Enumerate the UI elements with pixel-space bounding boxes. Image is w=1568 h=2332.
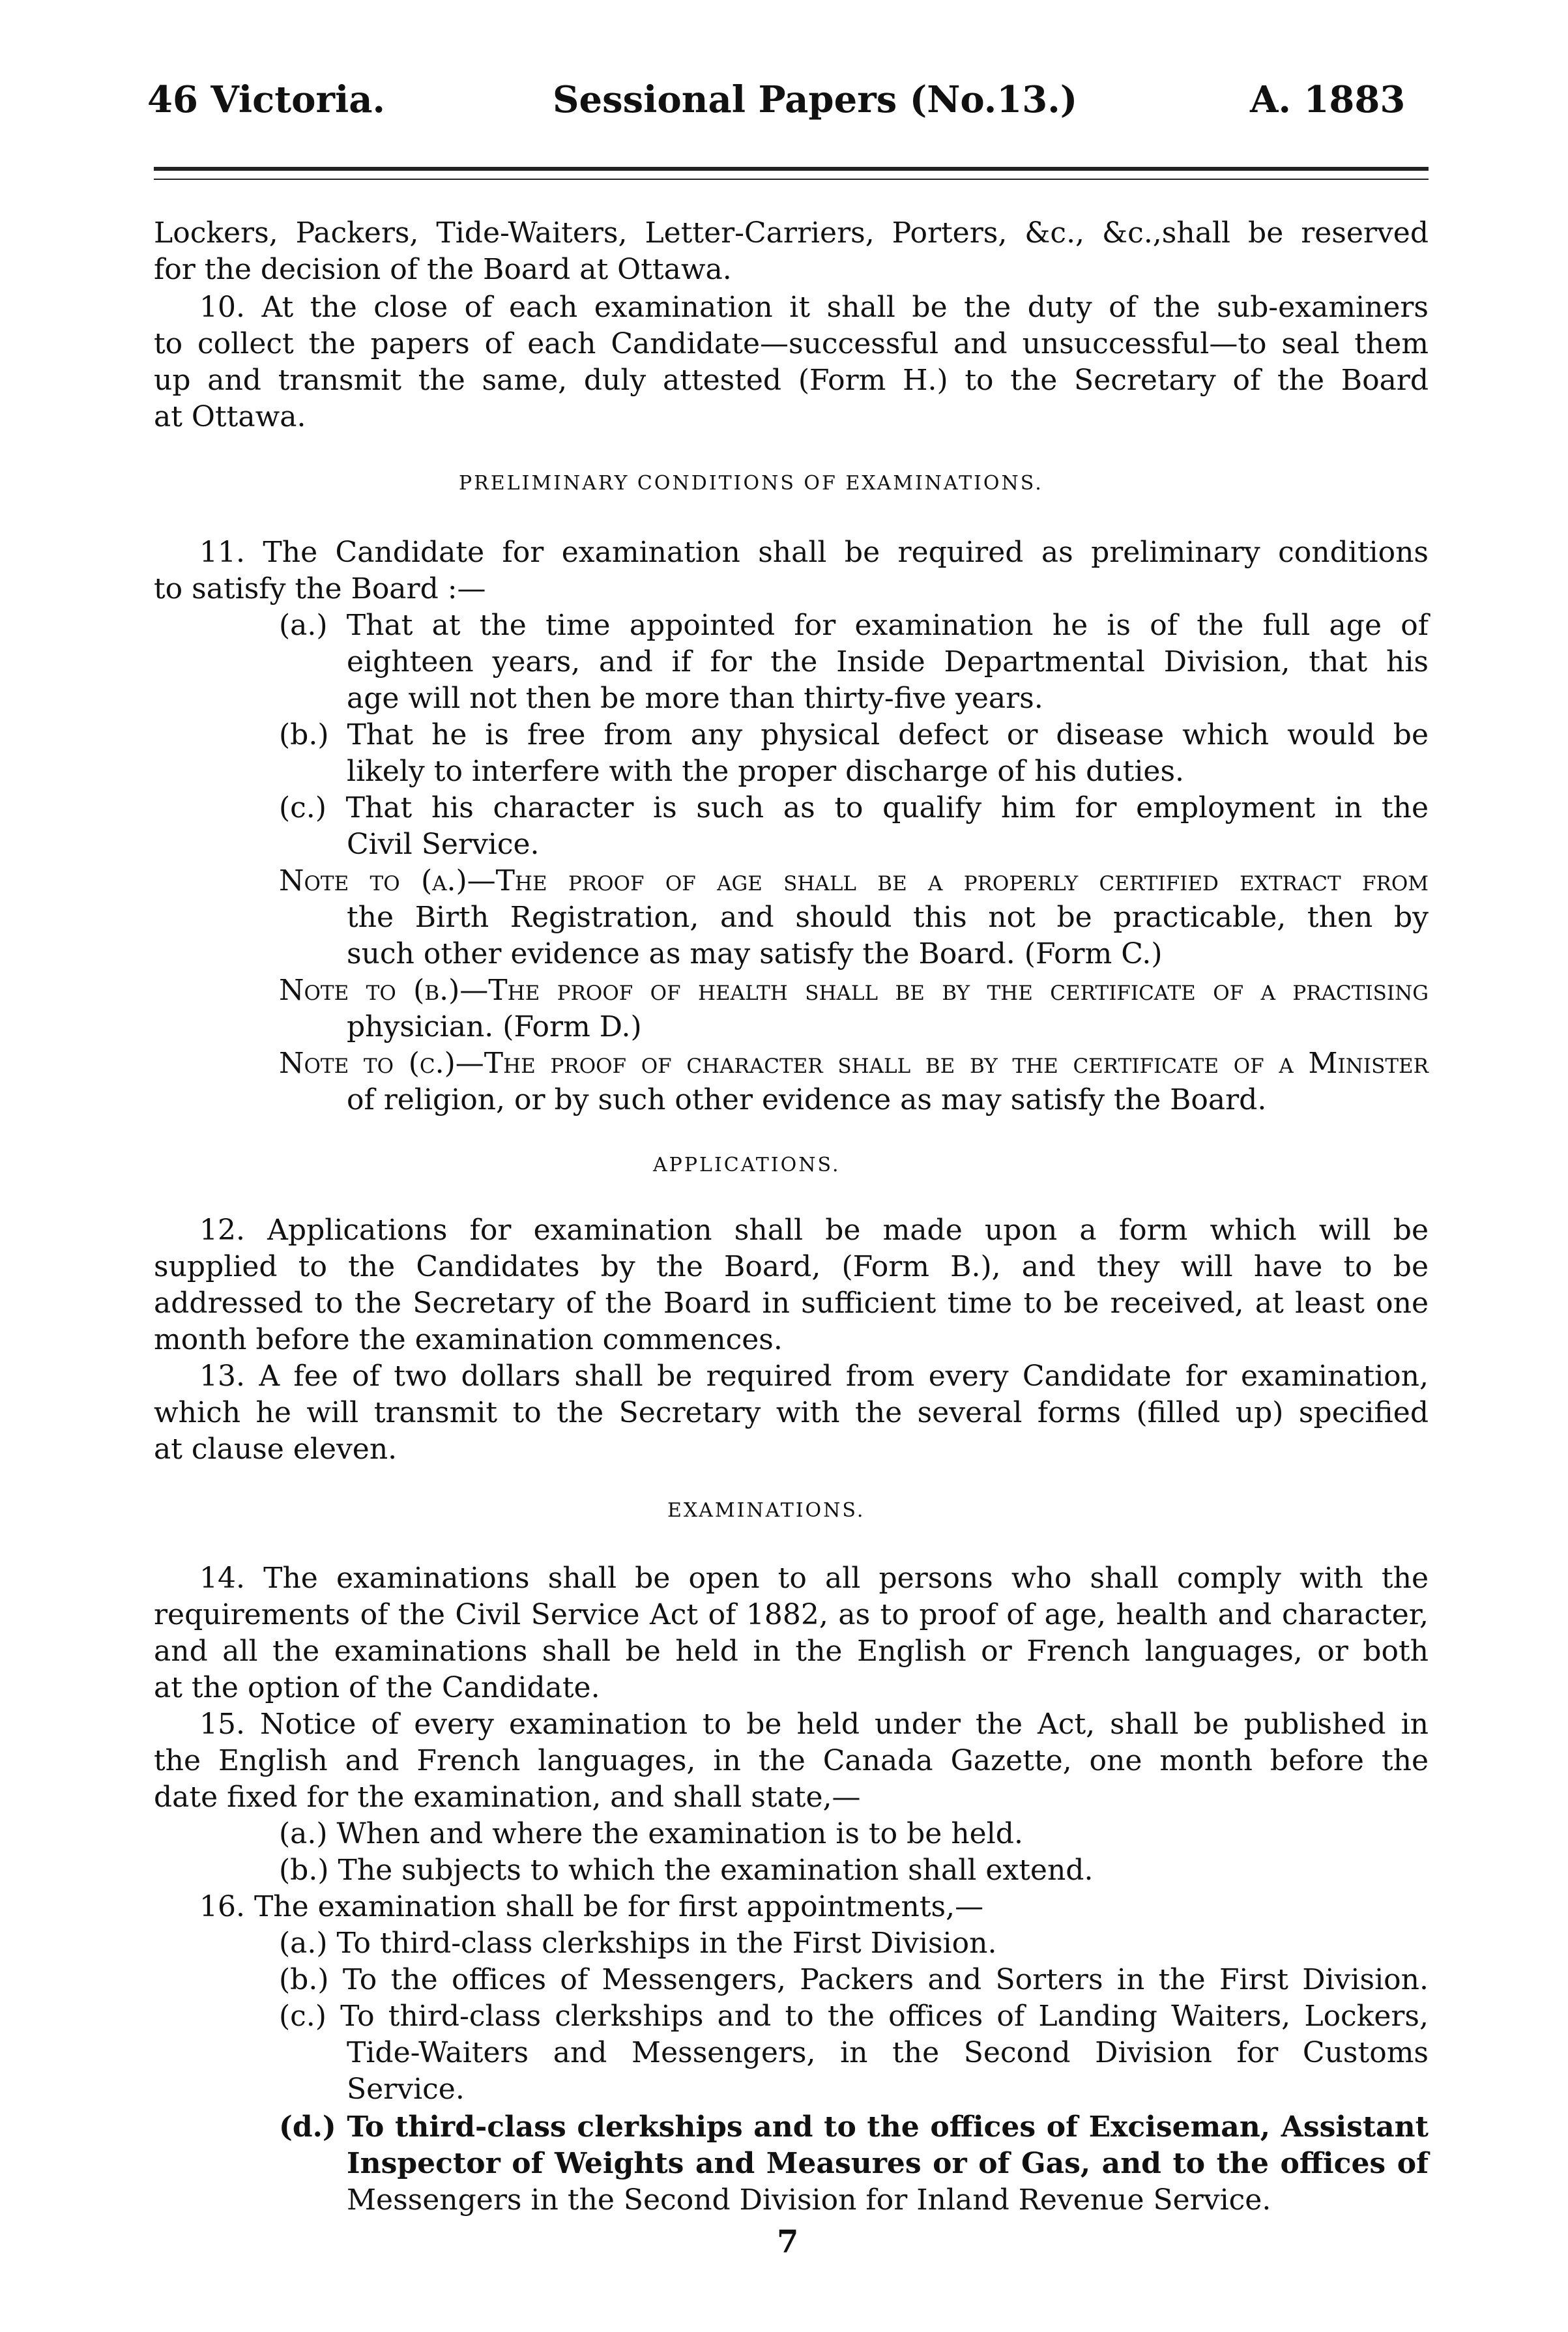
text-line: (b.) That he is free from any physical defect or disease which would be xyxy=(279,718,1429,751)
text-line: 14. The examinations shall be open to all persons who shall comply with the xyxy=(199,1562,1429,1595)
text-line: at clause eleven. xyxy=(154,1433,398,1466)
text-line: Note to (c.)—The proof of character shall be by the certificate of a Minister xyxy=(279,1047,1429,1080)
page-number: 7 xyxy=(777,2224,799,2260)
text-line: 10. At the close of each examination it shall be the duty of the sub-examiners xyxy=(199,291,1429,324)
text-line: of religion, or by such other evidence as may satisfy the Board. xyxy=(347,1083,1267,1116)
text-line: likely to interfere with the proper discharge of his duties. xyxy=(347,755,1185,788)
text-line: (c.) To third-class clerkships and to the offices of Landing Waiters, Lockers, xyxy=(279,2000,1429,2033)
text-line: 13. A fee of two dollars shall be required from every Candidate for examination, xyxy=(199,1360,1429,1393)
text-line: Service. xyxy=(347,2073,465,2106)
text-line: Lockers, Packers, Tide-Waiters, Letter-Carriers, Porters, &c., &c.,shall be reserved xyxy=(154,216,1429,250)
text-line: eighteen years, and if for the Inside Departmental Division, that his xyxy=(347,645,1429,678)
text-line: which he will transmit to the Secretary with the several forms (filled up) specified xyxy=(154,1396,1429,1429)
text-line: 15. Notice of every examination to be held under the Act, shall be published in xyxy=(199,1708,1429,1741)
text-line: age will not then be more than thirty-five years. xyxy=(347,682,1043,715)
text-line: Note to (a.)—The proof of age shall be a properly certified extract from xyxy=(279,864,1429,897)
text-line: at the option of the Candidate. xyxy=(154,1671,600,1704)
text-line: and all the examinations shall be held in the English or French languages, or both xyxy=(154,1635,1429,1668)
text-line: Civil Service. xyxy=(347,828,540,861)
text-line: physician. (Form D.) xyxy=(347,1010,642,1043)
text-line: to collect the papers of each Candidate—successful and unsuccessful—to seal them xyxy=(154,327,1429,360)
text-line: (a.) When and where the examination is to be held. xyxy=(279,1817,1023,1850)
text-line: 11. The Candidate for examination shall be required as preliminary conditions xyxy=(199,536,1429,569)
header-center: Sessional Papers (No.13.) xyxy=(553,78,1078,121)
text-line: (b.) To the offices of Messengers, Packers and Sorters in the First Division. xyxy=(279,1963,1429,1996)
header-rule-thin xyxy=(154,179,1429,180)
text-line: Note to (b.)—The proof of health shall be by the certificate of a practising xyxy=(279,974,1429,1007)
text-line: such other evidence as may satisfy the Board. (Form C.) xyxy=(347,937,1163,970)
text-line: 12. Applications for examination shall be made upon a form which will be xyxy=(199,1214,1429,1247)
text-line: to satisfy the Board :— xyxy=(154,572,486,605)
text-line: supplied to the Candidates by the Board, (Form B.), and they will have to be xyxy=(154,1250,1429,1283)
text-line: Inspector of Weights and Measures or of Gas, and to the offices of xyxy=(347,2147,1429,2180)
text-line: (a.) That at the time appointed for examination he is of the full age of xyxy=(279,609,1429,642)
header-left: 46 Victoria. xyxy=(147,78,386,121)
header-rule-thick xyxy=(154,167,1429,171)
text-line: up and transmit the same, duly attested (Form H.) to the Secretary of the Board xyxy=(154,364,1429,397)
section-heading-applications: APPLICATIONS. xyxy=(653,1154,841,1176)
text-line: date fixed for the examination, and shall state,— xyxy=(154,1781,861,1814)
text-line: (a.) To third-class clerkships in the First Division. xyxy=(279,1927,997,1960)
text-line: requirements of the Civil Service Act of 1882, as to proof of age, health and character, xyxy=(154,1598,1429,1631)
text-line: Tide-Waiters and Messengers, in the Second Division for Customs xyxy=(347,2036,1429,2069)
text-line: (d.) To third-class clerkships and to the offices of Exciseman, Assistant xyxy=(279,2110,1429,2144)
text-line: (b.) The subjects to which the examination shall extend. xyxy=(279,1854,1094,1887)
section-heading-preliminary: PRELIMINARY CONDITIONS OF EXAMINATIONS. xyxy=(459,472,1043,495)
text-line: the English and French languages, in the Canada Gazette, one month before the xyxy=(154,1744,1429,1777)
section-heading-examinations: EXAMINATIONS. xyxy=(667,1499,865,1522)
text-line: for the decision of the Board at Ottawa. xyxy=(154,253,732,286)
text-line: at Ottawa. xyxy=(154,400,306,433)
text-line: the Birth Registration, and should this not be practicable, then by xyxy=(347,901,1429,934)
text-line: 16. The examination shall be for first appointments,— xyxy=(199,1890,984,1923)
text-line: addressed to the Secretary of the Board in sufficient time to be received, at least one xyxy=(154,1287,1429,1320)
text-line: (c.) That his character is such as to qualify him for employment in the xyxy=(279,791,1429,824)
header-right: A. 1883 xyxy=(1250,78,1406,121)
text-line: Messengers in the Second Division for Inland Revenue Service. xyxy=(347,2183,1271,2217)
text-line: month before the examination commences. xyxy=(154,1323,783,1356)
